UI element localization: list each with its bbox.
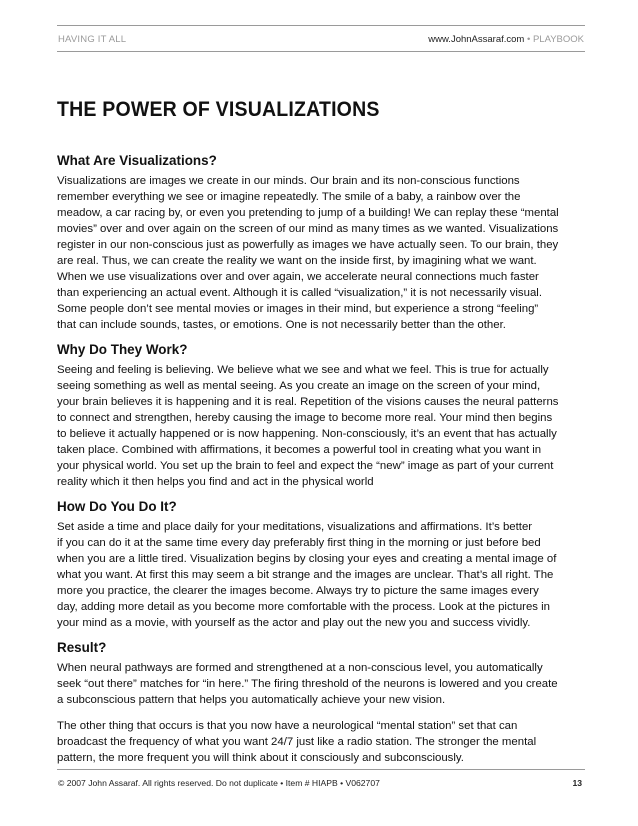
page-number: 13 [572, 778, 582, 788]
section-result [57, 639, 589, 766]
section-how-do-you-do-it [57, 498, 589, 631]
section-paragraph: Visualizations are images we create in our minds. Our brain and its non-conscious functions remember everything we see or imagine repeatedly. The smile of a baby, a rainbow over the meadow, a car racing by, or even you pretending to jump of a building! We can replay these “mental movies” over and over again on the screen of our mind as many times as we wanted. Visualizations register in our non-conscious just as powerfully as images we have actually seen. To our brain, they are real. Thus, we can create the reality we want on the inside first, by imagining what we want. When we use visualizations over and over again, we accelerate neural connections much faster than experiencing an actual event. Although it is called “visualization,” it is not necessarily visual. Some people don’t see mental movies or images in their mind, but experience a strong “feeling” that can include sounds, tastes, or emotions. One is not necessarily better than the other. [57, 175, 559, 331]
page-title: THE POWER OF VISUALIZATIONS [57, 98, 380, 121]
section-paragraph: When neural pathways are formed and strengthened at a non-conscious level, you automatically seek “out there” matches for “in here.” The firing threshold of the neurons is lowered and you create a subconscious pattern that helps you automatically achieve your new vision. [57, 662, 558, 706]
section-paragraph: The other thing that occurs is that you now have a neurological “mental station” set that can broadcast the frequency of what you want 24/7 just like a radio station. The stronger the mental pattern, the more frequent you will think about it consciously and subconsciously. [57, 720, 537, 764]
section-heading: Result? [57, 639, 107, 655]
section-why-do-they-work [57, 341, 589, 490]
article-body [57, 152, 589, 772]
header-site-info [428, 34, 584, 45]
section-what-are-visualizations [57, 152, 589, 333]
section-paragraph: Set aside a time and place daily for your meditations, visualizations and affirmations. It’s better if you can do it at the same time every day preferably first thing in the morning or just before bed when you are a little tired. Visualization begins by closing your eyes and creating a mental image of what you want. At first this may seem a bit strange and the images are unclear. That’s all right. The more you practice, the clearer the images become. Always try to picture the same images every day, adding more detail as you become more comfortable with the process. Look at the pictures in your mind as a movie, with yourself as the actor and play out the new you and success vividly. [57, 521, 557, 629]
footer-rule [57, 769, 585, 770]
section-heading: Why Do They Work? [57, 341, 188, 357]
footer-copyright: © 2007 John Assaraf. All rights reserved. Do not duplicate • Item # HIAPB • V062707 [58, 778, 380, 788]
section-paragraph: Seeing and feeling is believing. We believe what we see and what we feel. This is true for actually seeing something as well as mental seeing. As you create an image on the screen of your mind, your brain believes it is happening and it is real. Repetition of the visions causes the neural patterns to connect and strengthen, hereby causing the image to become more real. Your mind then begins to believe it actually happened or is now happening. Non-consciously, it’s an event that has actually taken place. Combined with affirmations, it becomes a powerful tool in creating what you want in your physical world. You set up the brain to feel and expect the “new” image as part of your current reality which it then helps you find and act in the physical world [57, 364, 559, 488]
header-book-title: HAVING IT ALL [58, 34, 127, 45]
header-section-label: PLAYBOOK [532, 34, 584, 45]
header-top-rule [57, 25, 585, 26]
header-website: www.JohnAssaraf.com [428, 34, 525, 45]
header-separator: • [524, 34, 533, 45]
section-heading: How Do You Do It? [57, 498, 177, 514]
section-heading: What Are Visualizations? [57, 152, 217, 168]
header-bottom-rule [57, 51, 585, 52]
